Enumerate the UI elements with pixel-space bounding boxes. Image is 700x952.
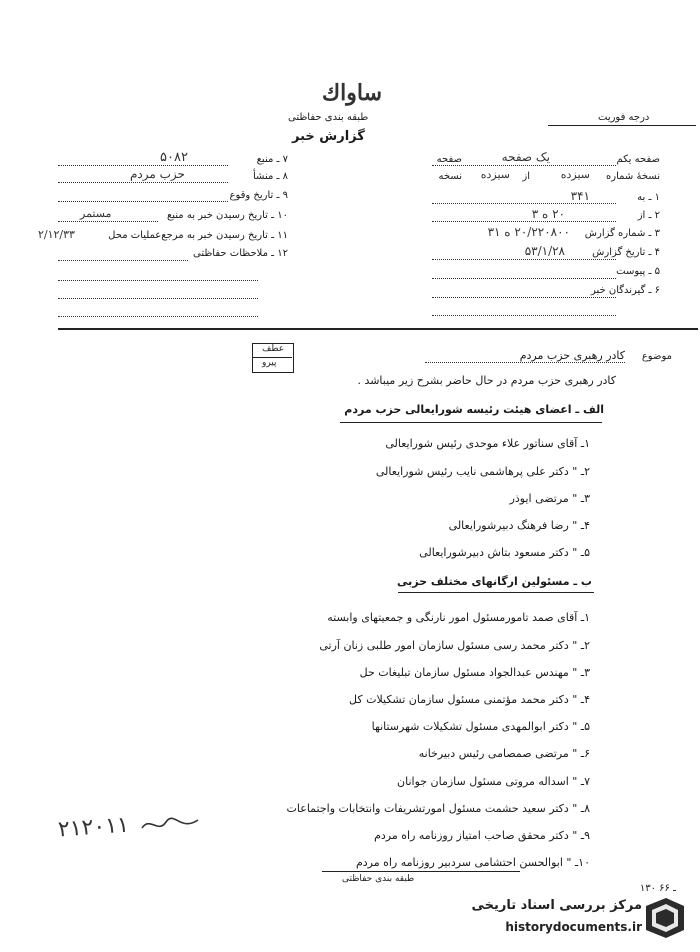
field-source-receipt: ۱۰ ـ تاریخ رسیدن خبر به منبع bbox=[166, 210, 288, 221]
ref-code: ۱۳۰ ـ ۶۶ bbox=[639, 883, 676, 894]
field-ref-receipt: ۱۱ ـ تاریخ رسیدن خبر به مرجع‌عملیات محل bbox=[108, 230, 288, 241]
subject-line bbox=[425, 362, 625, 363]
copy-from: از bbox=[522, 171, 530, 182]
field-recipients-line bbox=[432, 297, 616, 298]
footer-line bbox=[322, 871, 520, 872]
field-recipients-line-2 bbox=[432, 315, 616, 316]
field-from-line bbox=[432, 221, 616, 222]
list-item: ۳ـ " مرتضی ایوذر bbox=[509, 492, 590, 505]
reference-top-label: عطف bbox=[262, 344, 285, 354]
field-to: ۱ ـ به bbox=[637, 192, 660, 203]
header-separator bbox=[58, 328, 698, 330]
field-report-number: ۳ ـ شماره گزارش bbox=[584, 228, 660, 239]
document-title: ساواك bbox=[322, 80, 383, 106]
field-from-value: ۲۰ ه ۳ bbox=[531, 207, 565, 221]
list-item: ۱ـ آقای صمد تامورمسئول امور نارنگی و جمعیتهای وابسته bbox=[327, 611, 590, 624]
intro-text: کادر رهبری حزب مردم در حال حاضر بشرح زیر میباشد . bbox=[357, 374, 616, 387]
list-item: ۲ـ " دکتر علی پرهاشمی نایب رئیس شورایعالی bbox=[375, 465, 590, 478]
field-origin-line bbox=[58, 182, 228, 183]
blank-line-1 bbox=[58, 280, 258, 281]
field-report-date-line bbox=[432, 259, 616, 260]
field-to-line bbox=[432, 203, 616, 204]
priority-underline bbox=[548, 125, 696, 126]
section-b-underline bbox=[398, 592, 594, 593]
field-report-date: ۴ ـ تاریخ گزارش bbox=[592, 247, 660, 258]
page-label: صفحه یکم bbox=[616, 154, 660, 165]
field-event-date: ۹ ـ تاریخ وقوع bbox=[229, 190, 288, 201]
field-source-line bbox=[58, 165, 228, 166]
copies-value: سیزده bbox=[480, 168, 510, 181]
watermark-title: مرکز بررسی اسناد تاریخی bbox=[471, 898, 642, 913]
archive-logo-icon bbox=[640, 894, 690, 942]
field-attachment: ۵ ـ پیوست bbox=[616, 266, 660, 277]
field-origin-value: حزب مردم bbox=[130, 167, 185, 181]
field-security-notes: ۱۲ ـ ملاحظات حفاظتی bbox=[193, 248, 288, 259]
field-source-value: ۵۰۸۲ bbox=[160, 150, 188, 165]
copy-value: سیزده bbox=[560, 168, 590, 181]
list-item: ۳ـ " مهندس عبدالجواد مسئول سازمان تبلیغات حل bbox=[359, 666, 590, 679]
field-recipients: ۶ ـ گیرندگان خبر bbox=[590, 285, 660, 296]
field-attachment-line bbox=[432, 278, 616, 279]
section-a-heading: الف ـ اعضای هیئت رئیسه شورایعالی حزب مردم bbox=[344, 403, 604, 416]
priority-label: درجه فوریت bbox=[598, 112, 650, 123]
list-item: ۱ـ آقای سناتور علاء موحدی رئیس شورایعالی bbox=[385, 437, 590, 450]
list-item: ۴ـ " رضا فرهنگ دبیرشورایعالی bbox=[448, 519, 590, 532]
list-item: ۸ـ " دکتر سعید حشمت مسئول امورتشریفات وانتخابات واجتماعات bbox=[286, 802, 590, 815]
list-item: ۷ـ " اسداله مروتی مسئول سازمان جوانان bbox=[397, 775, 590, 788]
field-from: ۲ ـ از bbox=[637, 210, 660, 221]
watermark bbox=[418, 892, 698, 944]
copy-label: نسخهٔ شماره bbox=[606, 171, 660, 182]
list-item: ۶ـ " مرتضی صمصامی رئیس دبیرخانه bbox=[418, 747, 590, 760]
classification-label: طبقه بندی حفاظتی bbox=[288, 112, 369, 123]
field-to-value: ۳۴۱ bbox=[570, 189, 590, 203]
bottom-stamp: طبقه بندی حفاظتی bbox=[342, 874, 415, 884]
field-report-date-value: ۵۳/۱/۲۸ bbox=[524, 244, 565, 258]
handwritten-scribble-icon bbox=[140, 812, 200, 836]
blank-line-2 bbox=[58, 298, 258, 299]
subject-label: موضوع bbox=[641, 351, 672, 362]
watermark-url: historydocuments.ir bbox=[505, 920, 642, 934]
page-value: یک صفحه bbox=[501, 150, 550, 164]
list-item: ۴ـ " دکتر محمد مؤتمنی مسئول سازمان تشکیلات کل bbox=[349, 693, 590, 706]
field-origin: ۸ ـ منشأ bbox=[252, 171, 288, 182]
list-item: ۲ـ " دکتر محمد رسی مسئول سازمان امور طلبی زنان آرتی bbox=[319, 639, 590, 652]
doc-type-title: گزارش خبر bbox=[292, 129, 365, 144]
field-source-receipt-value: مستمر bbox=[80, 207, 112, 220]
reference-bottom-label: پیرو bbox=[262, 358, 277, 368]
subject-value: کادر رهبری حزب مردم bbox=[519, 349, 625, 362]
section-b-heading: ب ـ مسئولین ارگانهای مختلف حزبی bbox=[397, 575, 592, 588]
list-item: ۱۰ـ " ابوالحسن احتشامی سردبیر روزنامه راه مردم bbox=[355, 856, 590, 869]
section-a-underline bbox=[340, 422, 602, 423]
blank-line-3 bbox=[58, 316, 258, 317]
page-line bbox=[432, 165, 616, 166]
handwritten-note: ۲۱۲۰۱۱ bbox=[57, 812, 130, 843]
field-source-receipt-line bbox=[58, 221, 158, 222]
list-item: ۵ـ " دکتر مسعود بتاش دبیرشورایعالی bbox=[419, 546, 590, 559]
field-ref-receipt-value: ۲/۱۲/۳۳ bbox=[38, 228, 75, 241]
field-source: ۷ ـ منبع bbox=[256, 154, 288, 165]
page-suffix: صفحه bbox=[436, 154, 462, 165]
list-item: ۵ـ " دکتر ابوالمهدی مسئول تشکیلات شهرستانها bbox=[371, 720, 590, 733]
list-item: ۹ـ " دکتر محقق صاحب امتیاز روزنامه راه مردم bbox=[374, 829, 590, 842]
field-report-number-value: ۲۰/۲۲۰۸۰۰ ه ۳۱ bbox=[487, 225, 570, 239]
field-event-date-line bbox=[58, 201, 228, 202]
field-security-notes-line bbox=[58, 260, 188, 261]
copies-suffix: نسخه bbox=[438, 171, 462, 182]
